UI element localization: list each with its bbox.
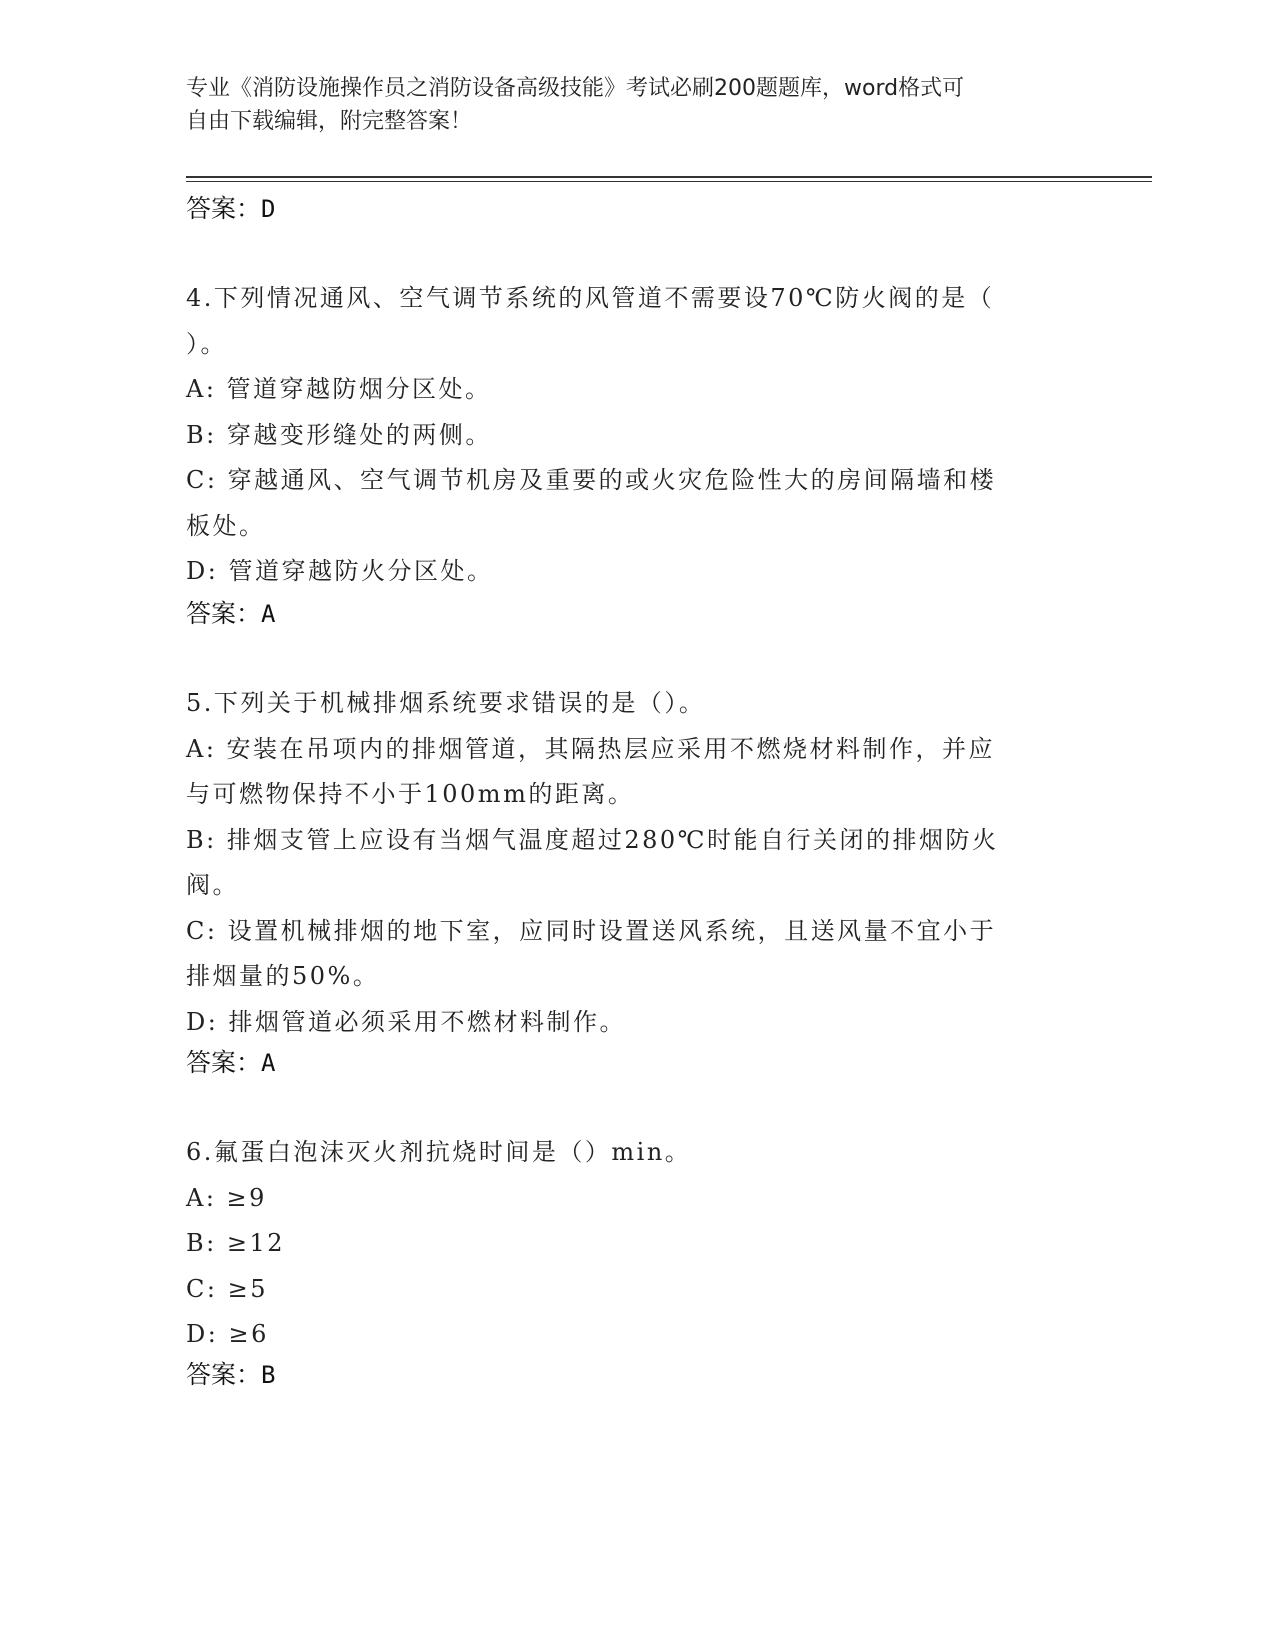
answer-prev <box>186 192 275 226</box>
header-line-1: 专业《消防设施操作员之消防设备高级技能》考试必刷200题题库，word格式可 <box>186 76 965 101</box>
option-b-cont: 阀。 <box>186 871 239 899</box>
answer-value: A <box>261 600 276 628</box>
option-b: B: 排烟支管上应设有当烟气温度超过280℃时能自行关闭的排烟防火 <box>186 825 999 854</box>
option-a-cont: 与可燃物保持不小于100mm的距离。 <box>186 780 635 808</box>
answer-label: 答案： <box>186 1360 262 1389</box>
option-c: C: 穿越通风、空气调节机房及重要的或火灾危险性大的房间隔墙和楼 <box>186 466 997 494</box>
answer-value: D <box>261 195 276 223</box>
question-text: 6.氟蛋白泡沫灭火剂抗烧时间是（）min。 <box>186 1138 692 1166</box>
answer-value: B <box>261 1361 276 1389</box>
question-6 <box>186 1130 1066 1358</box>
answer-q5 <box>186 1046 275 1080</box>
answer-label: 答案： <box>186 194 262 223</box>
option-d: D: 排烟管道必须采用不燃材料制作。 <box>186 1007 626 1036</box>
option-c-cont: 排烟量的50%。 <box>186 962 380 990</box>
option-c: C: ≥5 <box>186 1274 268 1303</box>
answer-q4 <box>186 597 275 631</box>
answer-q6 <box>186 1358 275 1392</box>
option-b: B: 穿越变形缝处的两侧。 <box>186 420 492 449</box>
option-b: B: ≥12 <box>186 1229 285 1257</box>
question-text: 4.下列情况通风、空气调节系统的风管道不需要设70℃防火阀的是（ <box>186 284 995 312</box>
option-d: D: ≥6 <box>186 1320 269 1348</box>
option-c-cont: 板处。 <box>186 511 266 540</box>
answer-label: 答案： <box>186 599 262 628</box>
option-a: A: ≥9 <box>186 1183 267 1212</box>
header-divider-thin <box>186 181 1152 182</box>
question-text: ）。 <box>186 329 227 358</box>
answer-value: A <box>261 1049 276 1077</box>
page-header <box>186 72 1086 138</box>
option-a: A: 安装在吊项内的排烟管道，其隔热层应采用不燃烧材料制作，并应 <box>186 734 996 763</box>
question-5 <box>186 681 1066 1045</box>
answer-label: 答案： <box>186 1048 262 1077</box>
question-text: 5.下列关于机械排烟系统要求错误的是（）。 <box>186 689 706 717</box>
option-a: A: 管道穿越防烟分区处。 <box>186 375 492 403</box>
header-line-2: 自由下载编辑，附完整答案！ <box>186 109 473 134</box>
option-d: D: 管道穿越防火分区处。 <box>186 557 494 585</box>
option-c: C: 设置机械排烟的地下室，应同时设置送风系统，且送风量不宜小于 <box>186 916 997 945</box>
header-divider <box>186 176 1152 178</box>
question-4 <box>186 276 1066 595</box>
